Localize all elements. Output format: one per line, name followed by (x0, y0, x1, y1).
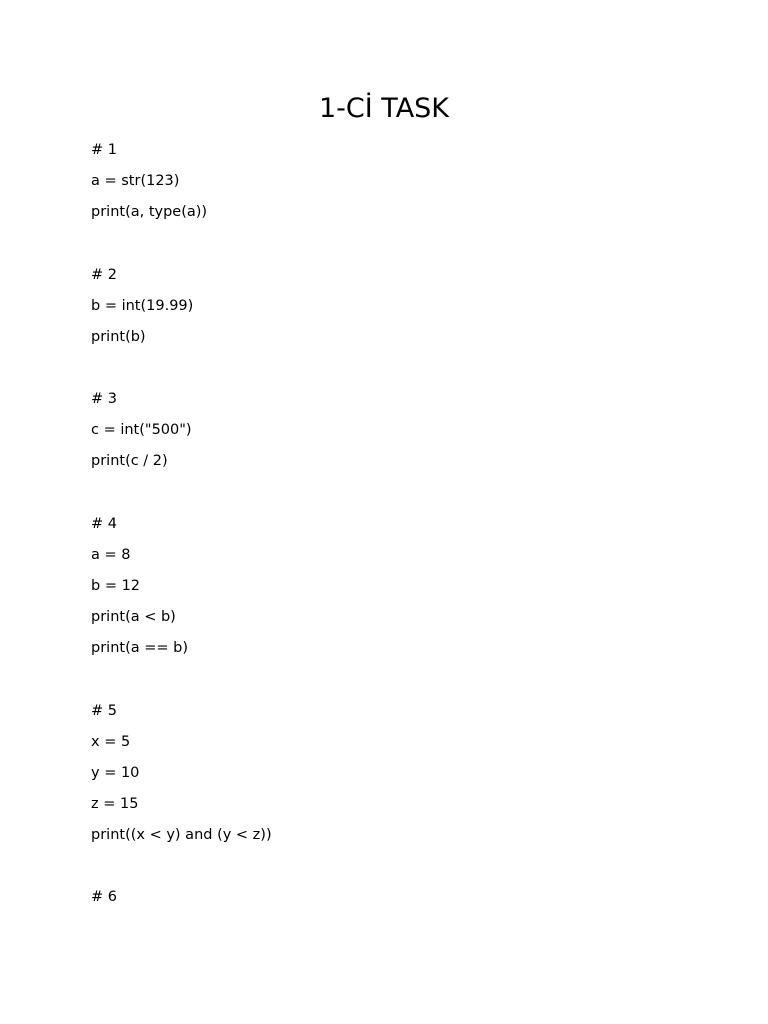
code-line: a = 8 (91, 546, 131, 563)
code-line: # 5 (91, 702, 117, 719)
blank-line (91, 667, 691, 698)
blank-line (91, 231, 691, 262)
code-line: y = 10 (91, 764, 140, 781)
code-line: b = int(19.99) (91, 297, 194, 314)
page-title: 1-Cİ TASK (318, 93, 450, 124)
code-line: # 4 (91, 515, 117, 532)
code-line: print(b) (91, 328, 146, 345)
code-line: z = 15 (91, 795, 139, 812)
code-line: # 6 (91, 889, 117, 906)
blank-line (91, 356, 691, 387)
code-line: print((x < y) and (y < z)) (91, 827, 272, 844)
code-line: a = str(123) (91, 173, 180, 190)
code-line: b = 12 (91, 577, 141, 594)
code-line: c = int("500") (91, 422, 192, 439)
blank-line (91, 481, 691, 512)
code-line: print(a == b) (91, 640, 188, 657)
blank-line (91, 854, 691, 885)
code-line: print(a, type(a)) (91, 204, 208, 221)
code-block (91, 138, 691, 917)
code-line: print(a < b) (91, 609, 176, 626)
code-line: # 2 (91, 266, 117, 283)
code-line: print(c / 2) (91, 453, 168, 470)
code-line: x = 5 (91, 733, 131, 750)
code-line: # 1 (91, 142, 117, 158)
code-line: # 3 (91, 391, 117, 408)
